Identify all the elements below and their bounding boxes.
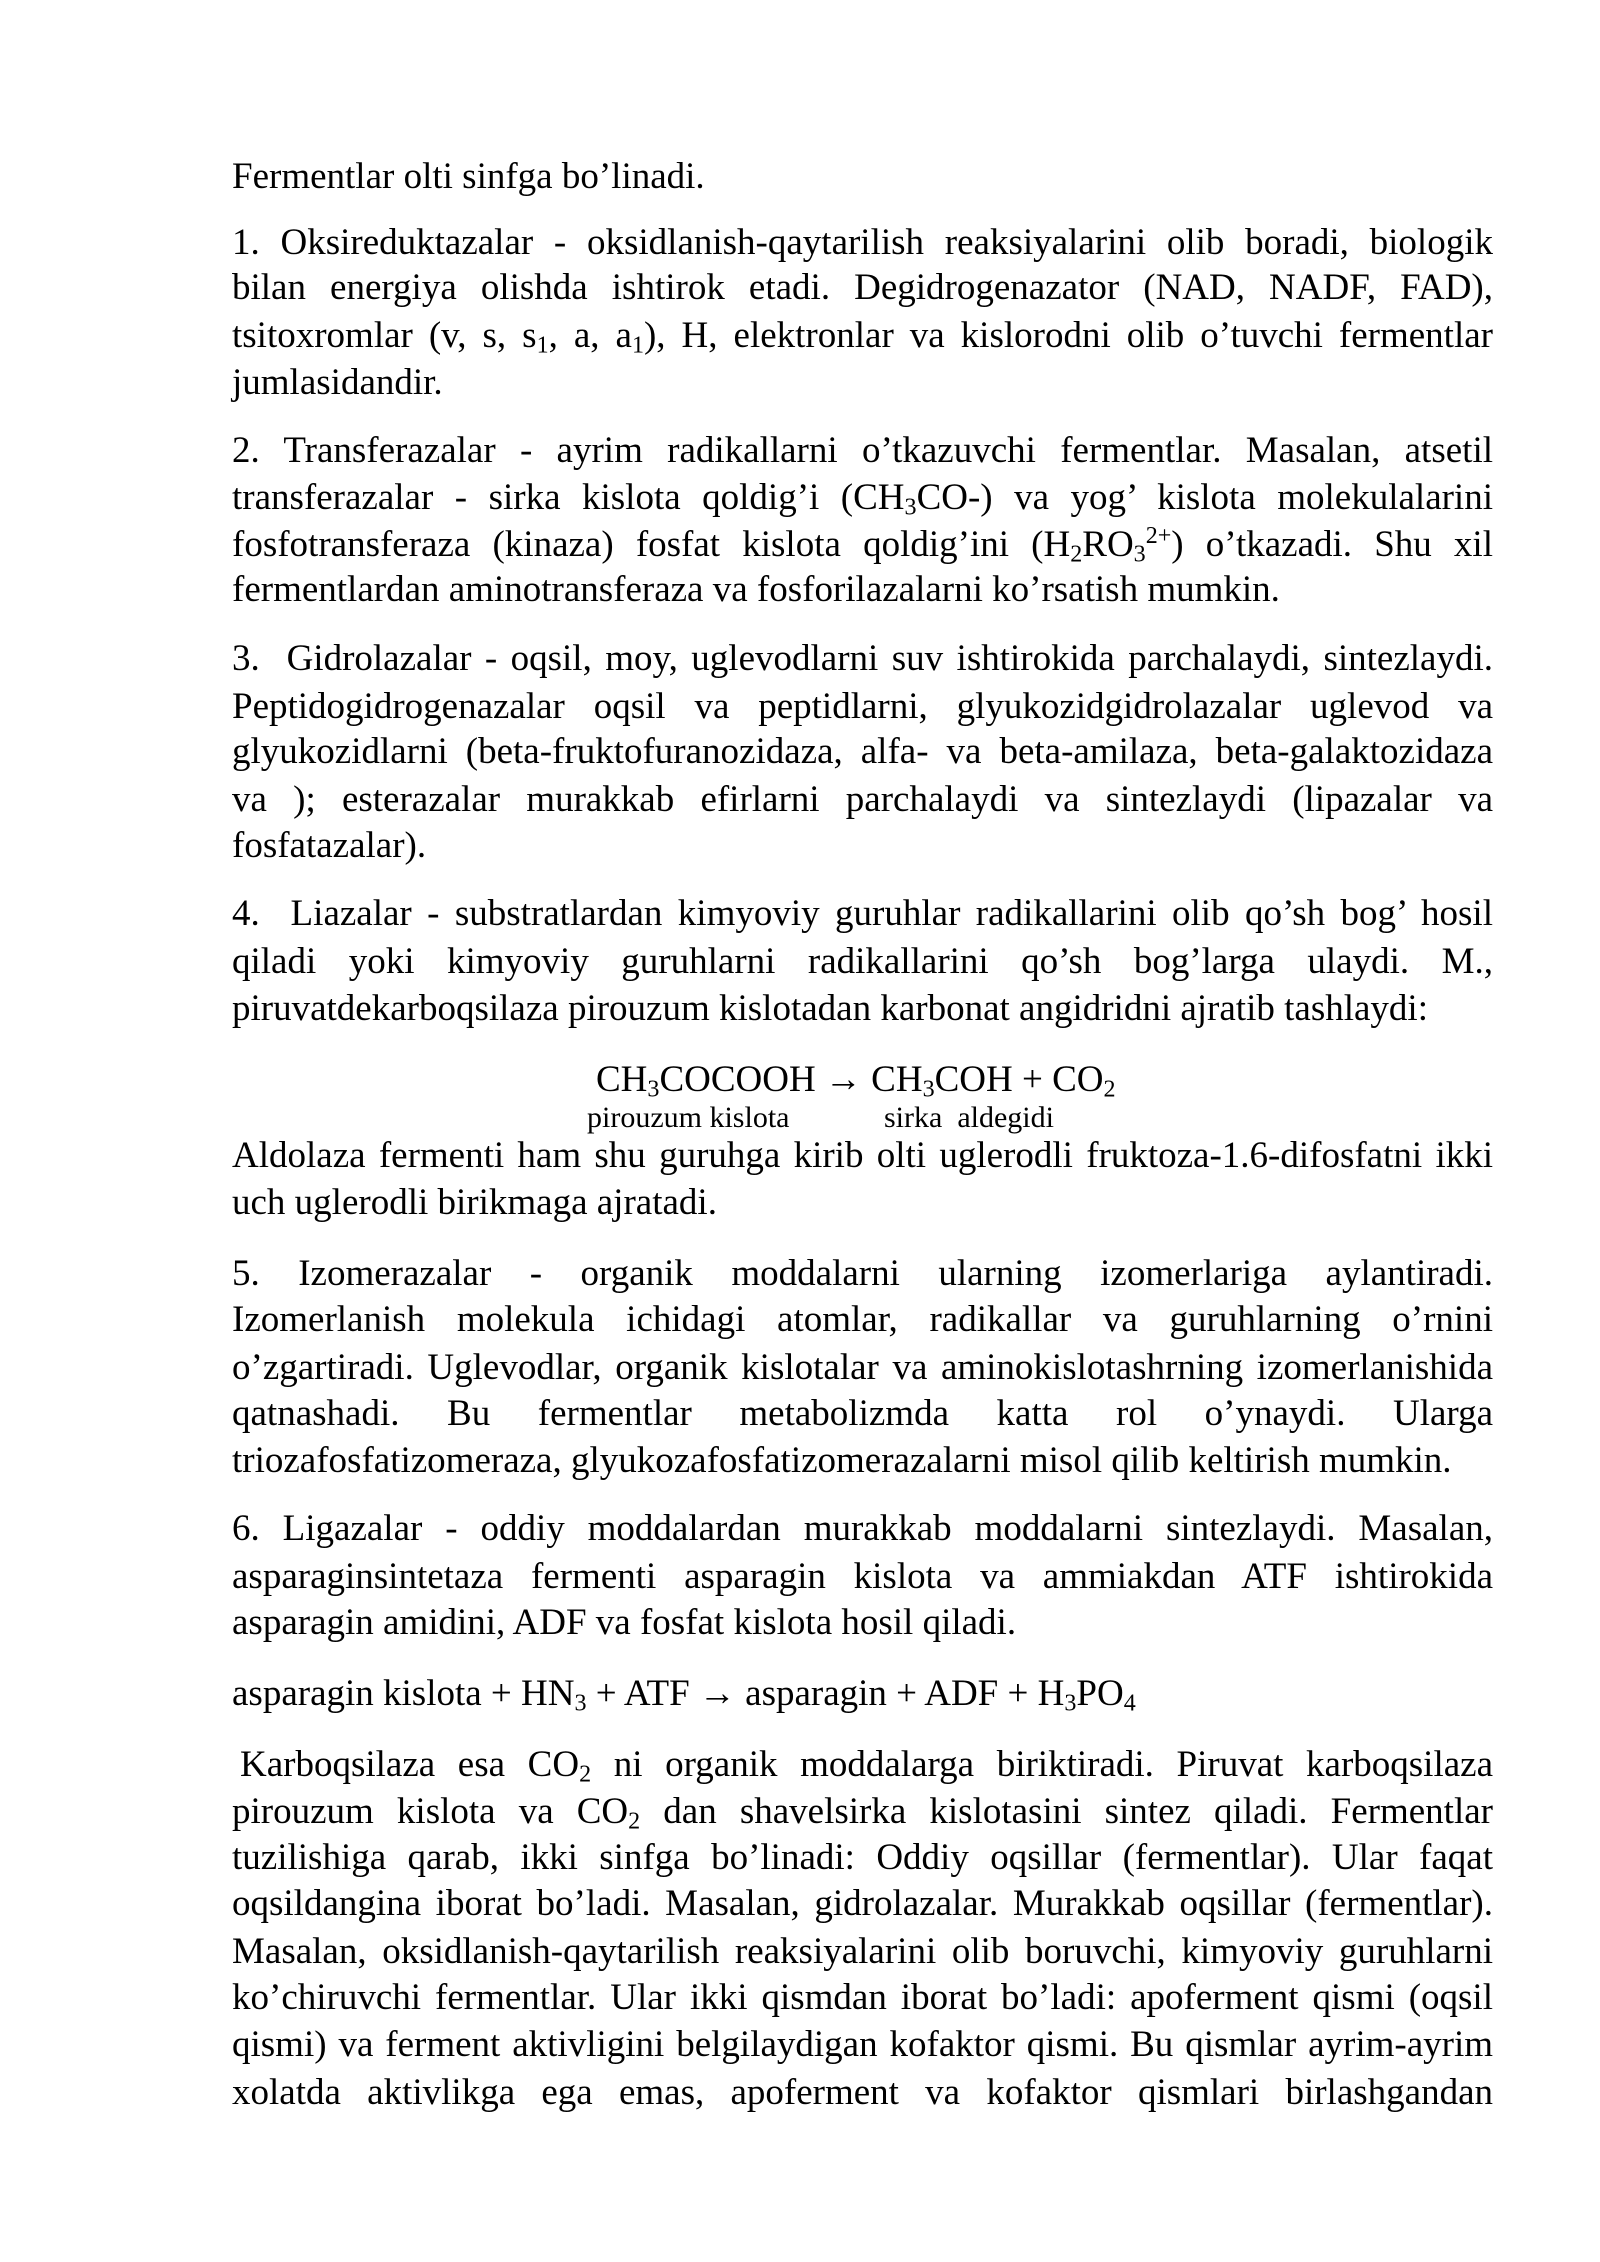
karboqsilaza-line-2: [232, 1789, 1493, 1835]
equation-formula: [596, 1057, 1116, 1103]
text-run: ), H, elektronlar va kislorodni olib o’tuvchi fermentlar: [643, 315, 1493, 356]
subscript: 3: [1064, 1690, 1077, 1717]
liazalar-line-1: 4. Liazalar - substratlardan kimyoviy guruhlar radikallarini olib qo’sh bog’ hosil: [232, 893, 1493, 934]
equation-reactant-label: pirouzum kislota: [587, 1101, 790, 1134]
text-run: CH: [596, 1059, 648, 1100]
ligazalar-line-1: 6. Ligazalar - oddiy moddalardan murakkab moddalarni sintezlaydi. Masalan,: [232, 1508, 1493, 1549]
oksireduktazalar-line-2: bilan energiya olishda ishtirok etadi. Degidrogenazator (NAD, NADF, FAD),: [232, 267, 1493, 308]
subscript: 2: [579, 1761, 592, 1788]
text-run: ) o’tkazadi. Shu xil: [1171, 524, 1493, 565]
text-run: ni organik moddalarga biriktiradi. Piruvat karboqsilaza: [591, 1744, 1493, 1785]
subscript: 2: [1070, 541, 1083, 568]
subscript: 4: [1123, 1690, 1136, 1717]
text-run: CO-) va yog’ kislota molekulalarini: [916, 477, 1493, 518]
subscript: 2: [628, 1808, 641, 1835]
subscript: 3: [904, 494, 917, 521]
transferazalar-line-2: [232, 475, 1493, 521]
izomerazalar-line-2: Izomerlanish molekula ichidagi atomlar, radikallar va guruhlarning o’rnini: [232, 1299, 1493, 1340]
transferazalar-line-3: [232, 522, 1493, 568]
text-run: asparagin kislota + HN: [232, 1673, 575, 1714]
subscript: 3: [922, 1076, 935, 1103]
intro-line: Fermentlar olti sinfga bo’linadi.: [232, 156, 705, 197]
karboqsilaza-line-6: ko’chiruvchi fermentlar. Ular ikki qismdan iborat bo’ladi: apoferment qismi (oqsil: [232, 1977, 1493, 2018]
subscript: 3: [647, 1076, 660, 1103]
superscript: 2+: [1145, 522, 1172, 549]
karboqsilaza-line-1: [240, 1742, 1493, 1788]
karboqsilaza-line-5: Masalan, oksidlanish-qaytarilish reaksiyalarini olib boruvchi, kimyoviy guruhlarni: [232, 1931, 1493, 1972]
text-run: transferazalar - sirka kislota qoldig’i (CH: [232, 477, 905, 518]
ligazalar-line-3: asparagin amidini, ADF va fosfat kislota hosil qiladi.: [232, 1602, 1017, 1643]
gidrolazalar-line-3: glyukozidlarni (beta-fruktofuranozidaza, alfa- va beta-amilaza, beta-galaktozidaza: [232, 731, 1493, 772]
text-run: , a, a: [548, 315, 632, 356]
izomerazalar-line-1: 5. Izomerazalar - organik moddalarni ularning izomerlariga aylantiradi.: [232, 1253, 1493, 1294]
gidrolazalar-line-5: fosfatazalar).: [232, 825, 427, 866]
text-run: RO: [1082, 524, 1134, 565]
equation-formula: [232, 1671, 1136, 1717]
subscript: 3: [1133, 541, 1146, 568]
equation-product-label: sirka aldegidi: [884, 1101, 1054, 1134]
karboqsilaza-line-8: xolatda aktivlikga ega emas, apoferment va kofaktor qismlari birlashgandan: [232, 2072, 1493, 2113]
text-run: PO: [1076, 1673, 1124, 1714]
gidrolazalar-line-4: va ); esterazalar murakkab efirlarni parchalaydi va sintezlaydi (lipazalar va: [232, 779, 1493, 820]
izomerazalar-line-3: o’zgartiradi. Uglevodlar, organik kislotalar va aminokislotashrning izomerlanishida: [232, 1347, 1493, 1388]
karboqsilaza-line-3: tuzilishiga qarab, ikki sinfga bo’linadi: Oddiy oqsillar (fermentlar). Ular faqat: [232, 1837, 1493, 1878]
text-run: COCOOH → CH: [659, 1059, 923, 1100]
aldolaza-line-2: uch uglerodli birikmaga ajratadi.: [232, 1182, 717, 1223]
gidrolazalar-line-1: 3. Gidrolazalar - oqsil, moy, uglevodlarni suv ishtirokida parchalaydi, sintezlaydi.: [232, 638, 1493, 679]
oksireduktazalar-line-4: jumlasidandir.: [232, 362, 443, 403]
izomerazalar-line-4: qatnashadi. Bu fermentlar metabolizmda katta rol o’ynaydi. Ularga: [232, 1393, 1493, 1434]
izomerazalar-line-5: triozafosfatizomeraza, glyukozafosfatizomerazalarni misol qilib keltirish mumkin.: [232, 1440, 1452, 1481]
liazalar-line-2: qiladi yoki kimyoviy guruhlarni radikallarini qo’sh bog’larga ulaydi. M.,: [232, 941, 1493, 982]
gidrolazalar-line-2: Peptidogidrogenazalar oqsil va peptidlarni, glyukozidgidrolazalar uglevod va: [232, 686, 1493, 727]
subscript: 3: [574, 1690, 587, 1717]
oksireduktazalar-line-1: 1. Oksireduktazalar - oksidlanish-qaytarilish reaksiyalarini olib boradi, biologik: [232, 222, 1493, 263]
subscript: 1: [631, 332, 644, 359]
text-run: pirouzum kislota va CO: [232, 1791, 629, 1832]
text-run: COH + CO: [934, 1059, 1104, 1100]
text-run: tsitoxromlar (v, s, s: [232, 315, 537, 356]
transferazalar-line-4: fermentlardan aminotransferaza va fosforilazalarni ko’rsatish mumkin.: [232, 569, 1280, 610]
ligazalar-line-2: asparaginsintetaza fermenti asparagin kislota va ammiakdan ATF ishtirokida: [232, 1556, 1493, 1597]
oksireduktazalar-line-3: [232, 313, 1493, 359]
karboqsilaza-line-7: qismi) va ferment aktivligini belgilaydigan kofaktor qismi. Bu qismlar ayrim-ayrim: [232, 2024, 1493, 2065]
text-run: fosfotransferaza (kinaza) fosfat kislota qoldig’ini (H: [232, 524, 1071, 565]
subscript: 2: [1103, 1076, 1116, 1103]
subscript: 1: [536, 332, 549, 359]
transferazalar-line-1: 2. Transferazalar - ayrim radikallarni o’tkazuvchi fermentlar. Masalan, atsetil: [232, 430, 1493, 471]
aldolaza-line-1: Aldolaza fermenti ham shu guruhga kirib olti uglerodli fruktoza-1.6-difosfatni ikki: [232, 1135, 1493, 1176]
karboqsilaza-line-4: oqsildangina iborat bo’ladi. Masalan, gidrolazalar. Murakkab oqsillar (fermentlar).: [232, 1883, 1493, 1924]
text-run: Karboqsilaza esa CO: [240, 1744, 580, 1785]
text-run: dan shavelsirka kislotasini sintez qiladi. Fermentlar: [640, 1791, 1493, 1832]
liazalar-line-3: piruvatdekarboqsilaza pirouzum kislotadan karbonat angidridni ajratib tashlaydi:: [232, 988, 1428, 1029]
text-run: + ATF → asparagin + ADF + H: [586, 1673, 1065, 1714]
